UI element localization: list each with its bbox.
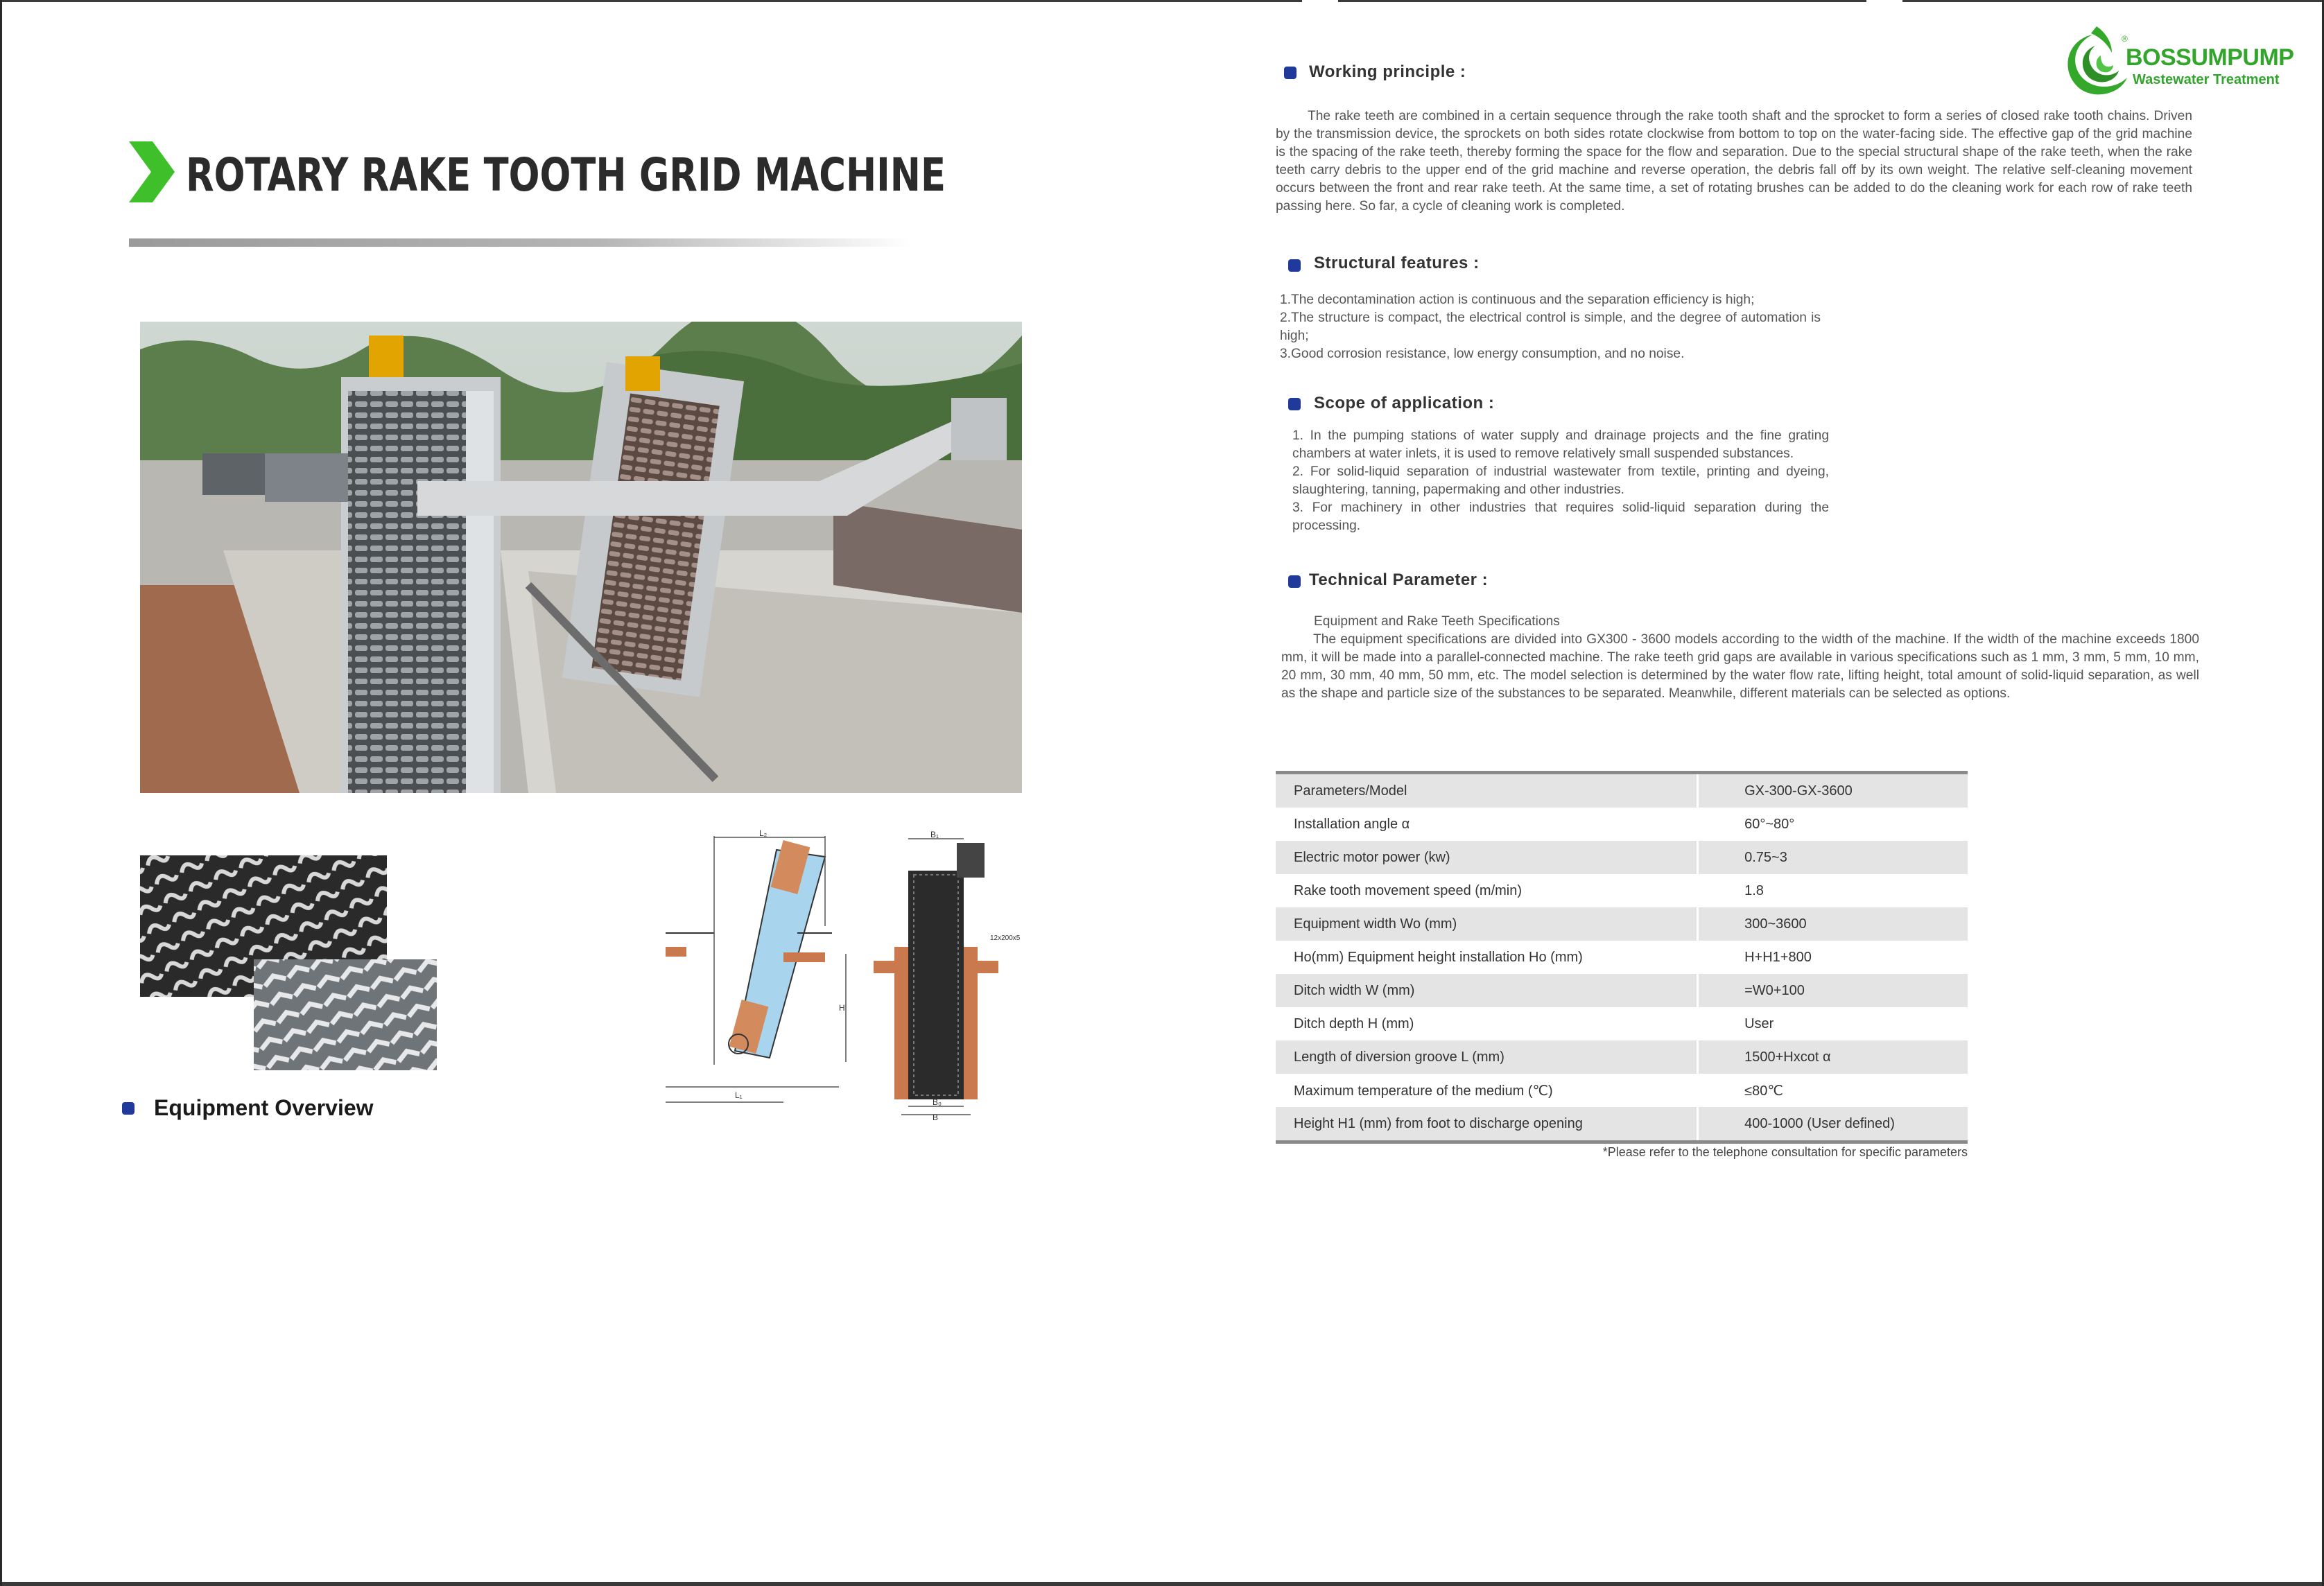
param-value-cell: ≤80℃ — [1698, 1074, 1968, 1107]
param-name-cell: Height H1 (mm) from foot to discharge opening — [1276, 1107, 1698, 1142]
rake-teeth-closeup-photo — [254, 959, 437, 1070]
param-value-cell: 400-1000 (User defined) — [1698, 1107, 1968, 1142]
bullet-icon — [1288, 575, 1301, 588]
table-row — [1276, 1007, 1968, 1040]
table-row — [1276, 941, 1968, 974]
table-row — [1276, 907, 1968, 941]
param-name-cell: Rake tooth movement speed (m/min) — [1294, 882, 1523, 898]
structural-feature-item: 1.The decontamination action is continuous and the separation efficiency is high; — [1280, 293, 1755, 307]
title-divider — [129, 238, 912, 247]
param-name-cell: Ditch depth H (mm) — [1294, 1016, 1414, 1031]
equipment-overview-label: Equipment Overview — [154, 1095, 374, 1120]
table-row — [1276, 974, 1968, 1007]
drawing-label-spec: 12x200x5 — [990, 934, 1021, 942]
page-border-gap — [1866, 0, 1902, 2]
table-row — [1276, 1074, 1968, 1107]
structural-features-list — [1280, 291, 1821, 363]
drawing-label-l1: L₁ — [735, 1090, 743, 1100]
param-value-cell: =W0+100 — [1698, 974, 1968, 1007]
working-principle-body: The rake teeth are combined in a certain sequence through the rake tooth shaft and the sprocket to form a series of closed rake tooth chains. Driven by the transmission device, the sprockets on both sides rotate clockwise from bottom to top on the water-facing side. The effective gap of the grid machine is the spacing of the rake teeth, thereby forming the space for the flow and separation. Due to the special structural shape of the rake teeth, when the rake teeth carry debris to the upper end of the grid machine and reverse operation, the debris fall off by its own weight. The relative self-cleaning movement occurs between the front and rear rake teeth. At the same time, a set of rotating brushes can be added to do the cleaning work for each row of rake teeth passing here. So far, a cycle of cleaning work is completed. — [1276, 109, 2192, 214]
param-value-cell: 1.8 — [1698, 874, 1968, 907]
structural-feature-item: 2.The structure is compact, the electrical control is simple, and the degree of automation is high; — [1280, 311, 1821, 343]
page-border-gap — [1302, 0, 1338, 2]
page-border-bottom — [0, 1582, 2324, 1586]
bullet-icon — [1284, 67, 1297, 79]
scope-list — [1292, 427, 1829, 535]
param-value-cell: 1500+Hxcot α — [1698, 1040, 1968, 1074]
drawing-label-h: H — [839, 1003, 845, 1013]
working-principle-heading: Working principle : — [1309, 62, 1466, 81]
table-row — [1276, 1107, 1968, 1142]
param-value-cell: H+H1+800 — [1698, 941, 1968, 974]
technical-body: The equipment specifications are divided into GX300 - 3600 models according to the width of the machine. If the width of the machine exceeds 1800 mm, it will be made into a parallel-connected machine. The rake teeth grid gaps are available in various specifications such as 1 mm, 3 mm, 5 mm, 10 mm, 20 mm, 30 mm, 40 mm, 50 mm, etc. The model selection is determined by the water flow rate, lifting height, total amount of solid-liquid separation, as well as the shape and particle size of the substances to be separated. Meanwhile, different materials can be selected as options. — [1281, 632, 2199, 701]
table-row — [1276, 874, 1968, 907]
param-value-cell: 300~3600 — [1698, 907, 1968, 941]
drawing-label-l2: L₂ — [759, 829, 768, 838]
param-name-cell: Maximum temperature of the medium (℃) — [1294, 1083, 1553, 1099]
param-name-cell: Equipment width Wo (mm) — [1276, 907, 1698, 941]
structural-feature-item: 3.Good corrosion resistance, low energy consumption, and no noise. — [1280, 347, 1685, 361]
drawing-label-b: B — [933, 1113, 939, 1120]
param-value-cell: GX-300-GX-3600 — [1698, 773, 1968, 808]
param-name-cell: Electric motor power (kw) — [1276, 841, 1698, 874]
scope-item: 3. For machinery in other industries that requires solid-liquid separation during the processing. — [1292, 500, 1829, 533]
scope-item: 2. For solid-liquid separation of industrial wastewater from textile, printing and dyeing, slaughtering, tanning, papermaking and other industries. — [1292, 464, 1829, 497]
page-border-top — [0, 0, 2324, 2]
machine-photo — [140, 322, 1022, 793]
drawing-label-b0: B₀ — [933, 1097, 942, 1107]
bullet-icon — [122, 1102, 135, 1115]
technical-subheading: Equipment and Rake Teeth Specifications — [1314, 614, 1560, 629]
technical-parameter-heading: Technical Parameter : — [1309, 570, 1489, 589]
technical-text — [1281, 631, 2199, 703]
table-footnote: *Please refer to the telephone consultation for specific parameters — [1602, 1145, 1968, 1159]
parameter-table — [1276, 771, 1968, 1144]
scope-item: 1. In the pumping stations of water supply and drainage projects and the fine grating chambers at water inlets, it is used to remove relatively small suspended substances. — [1292, 428, 1829, 461]
structural-features-heading: Structural features : — [1314, 254, 1480, 272]
param-name-cell: Parameters/Model — [1276, 773, 1698, 808]
param-name-cell: Installation angle α — [1294, 816, 1410, 832]
table-row — [1276, 1040, 1968, 1074]
bullet-icon — [1288, 398, 1301, 410]
page-border-left — [0, 0, 2, 1586]
table-row — [1276, 773, 1968, 808]
table-row — [1276, 808, 1968, 841]
param-name-cell: Ditch width W (mm) — [1276, 974, 1698, 1007]
param-value-cell: User — [1698, 1007, 1968, 1040]
param-value-cell: 0.75~3 — [1698, 841, 1968, 874]
drawing-label-b1: B₁ — [930, 830, 939, 839]
table-row — [1276, 841, 1968, 874]
logo-name: BOSSUMPUMP — [2126, 44, 2294, 71]
page-title: ROTARY RAKE TOOTH GRID MACHINE — [186, 148, 946, 202]
working-principle-text — [1276, 107, 2192, 216]
logo-subtitle: Wastewater Treatment — [2133, 72, 2280, 87]
registered-mark: ® — [2122, 34, 2128, 44]
technical-drawing — [666, 829, 1026, 1120]
param-name-cell: Length of diversion groove L (mm) — [1276, 1040, 1698, 1074]
bullet-icon — [1288, 259, 1301, 272]
param-name-cell: Ho(mm) Equipment height installation Ho (mm) — [1294, 949, 1583, 965]
scope-heading: Scope of application : — [1314, 394, 1495, 412]
param-value-cell: 60°~80° — [1698, 808, 1968, 841]
green-chevron-icon — [129, 141, 175, 202]
